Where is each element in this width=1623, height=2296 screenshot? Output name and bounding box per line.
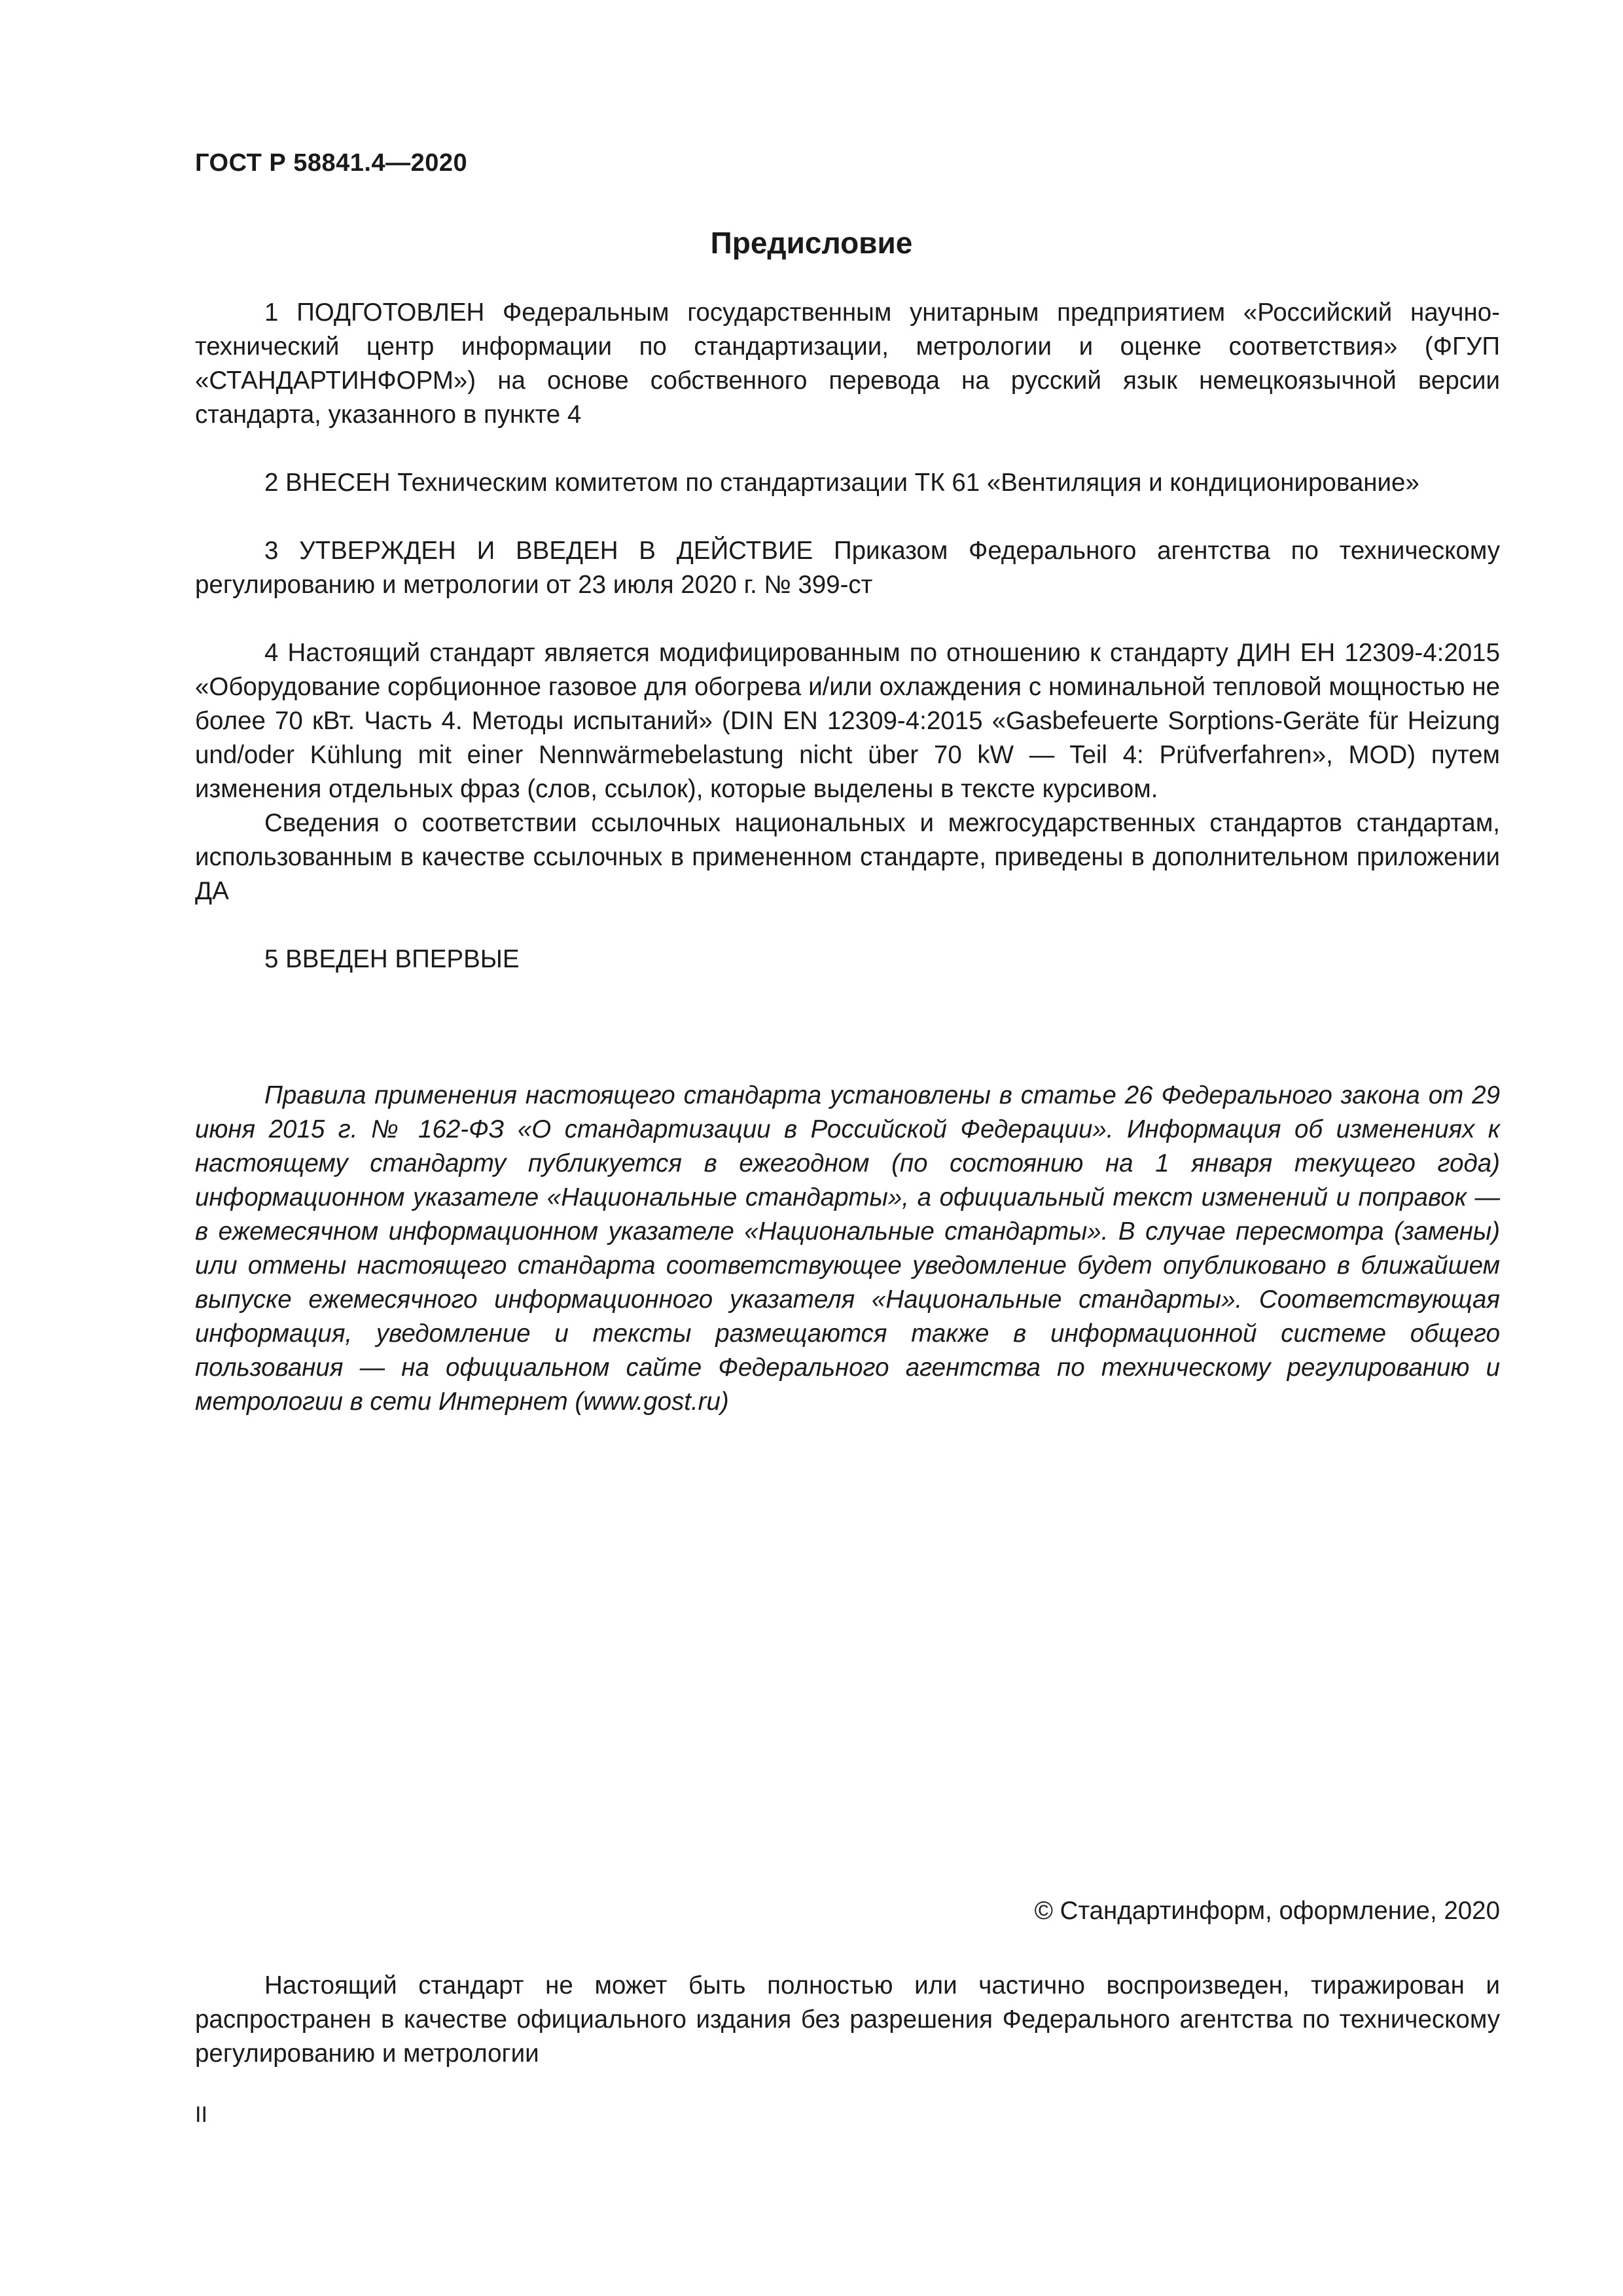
paragraph-references: Сведения о соответствии ссылочных национальных и межгосударственных стандартов стандартам, использованным в качестве ссылочных в примененном стандарте, приведены в дополнительном приложении ДА [195, 809, 1500, 905]
reproduction-notice: Настоящий стандарт не может быть полностью или частично воспроизведен, тиражирован и распространен в качестве официального издания без разрешения Федерального агентства по техническому регулированию и метрологии [195, 1971, 1500, 2068]
page-title: Предисловие [710, 226, 913, 260]
page-number: II [195, 2102, 207, 2127]
paragraph-prepared: 1 ПОДГОТОВЛЕН Федеральным государственным унитарным предприятием «Российский научно-технический центр информации по стандартизации, метрологии и оценке соответствия» (ФГУП «СТАНДАРТИНФОРМ») на основе собственного перевода на русский язык немецкоязычной версии стандарта, указанного в пункте 4 [195, 298, 1500, 429]
document-code: ГОСТ Р 58841.4—2020 [195, 149, 468, 177]
paragraph-approved: 3 УТВЕРЖДЕН И ВВЕДЕН В ДЕЙСТВИЕ Приказом Федерального агентства по техническому регулированию и метрологии от 23 июля 2020 г. № 399-ст [195, 537, 1500, 599]
paragraph-modified: 4 Настоящий стандарт является модифицированным по отношению к стандарту ДИН ЕН 12309-4:2015 «Оборудование сорбционное газовое для обогрева и/или охлаждения с номинальной тепловой мощностью не более 70 кВт. Часть 4. Методы испытаний» (DIN EN 12309-4:2015 «Gasbefeuerte Sorptions-Geräte für Heizung und/oder Kühlung mit einer Nennwärmebelastung nicht über 70 kW — Teil 4: Prüfverfahren», MOD) путем изменения отдельных фраз (слов, ссылок), которые выделены в тексте курсивом. [195, 639, 1500, 803]
paragraph-submitted: 2 ВНЕСЕН Техническим комитетом по стандартизации ТК 61 «Вентиляция и кондиционирование» [264, 469, 1419, 497]
rules-note: Правила применения настоящего стандарта установлены в статье 26 Федерального закона от 29 июня 2015 г. № 162-ФЗ «О стандартизации в Российской Федерации». Информация об изменениях к настоящему стандарту публикуется в ежегодном (по состоянию на 1 января текущего года) информационном указателе «Национальные стандарты», а официальный текст изменений и поправок — в ежемесячном информационном указателе «Национальные стандарты». В случае пересмотра (замены) или отмены настоящего стандарта соответствующее уведомление будет опубликовано в ближайшем выпуске ежемесячного информационного указателя «Национальные стандарты». Соответствующая информация, уведомление и тексты размещаются также в информационной системе общего пользования — на официальном сайте Федерального агентства по техническому регулированию и метрологии в сети Интернет (www.gost.ru) [195, 1081, 1500, 1416]
copyright-line: © Стандартинформ, оформление, 2020 [1034, 1897, 1500, 1925]
foreword-content [195, 296, 1500, 1419]
paragraph-introduced: 5 ВВЕДЕН ВПЕРВЫЕ [264, 945, 520, 973]
